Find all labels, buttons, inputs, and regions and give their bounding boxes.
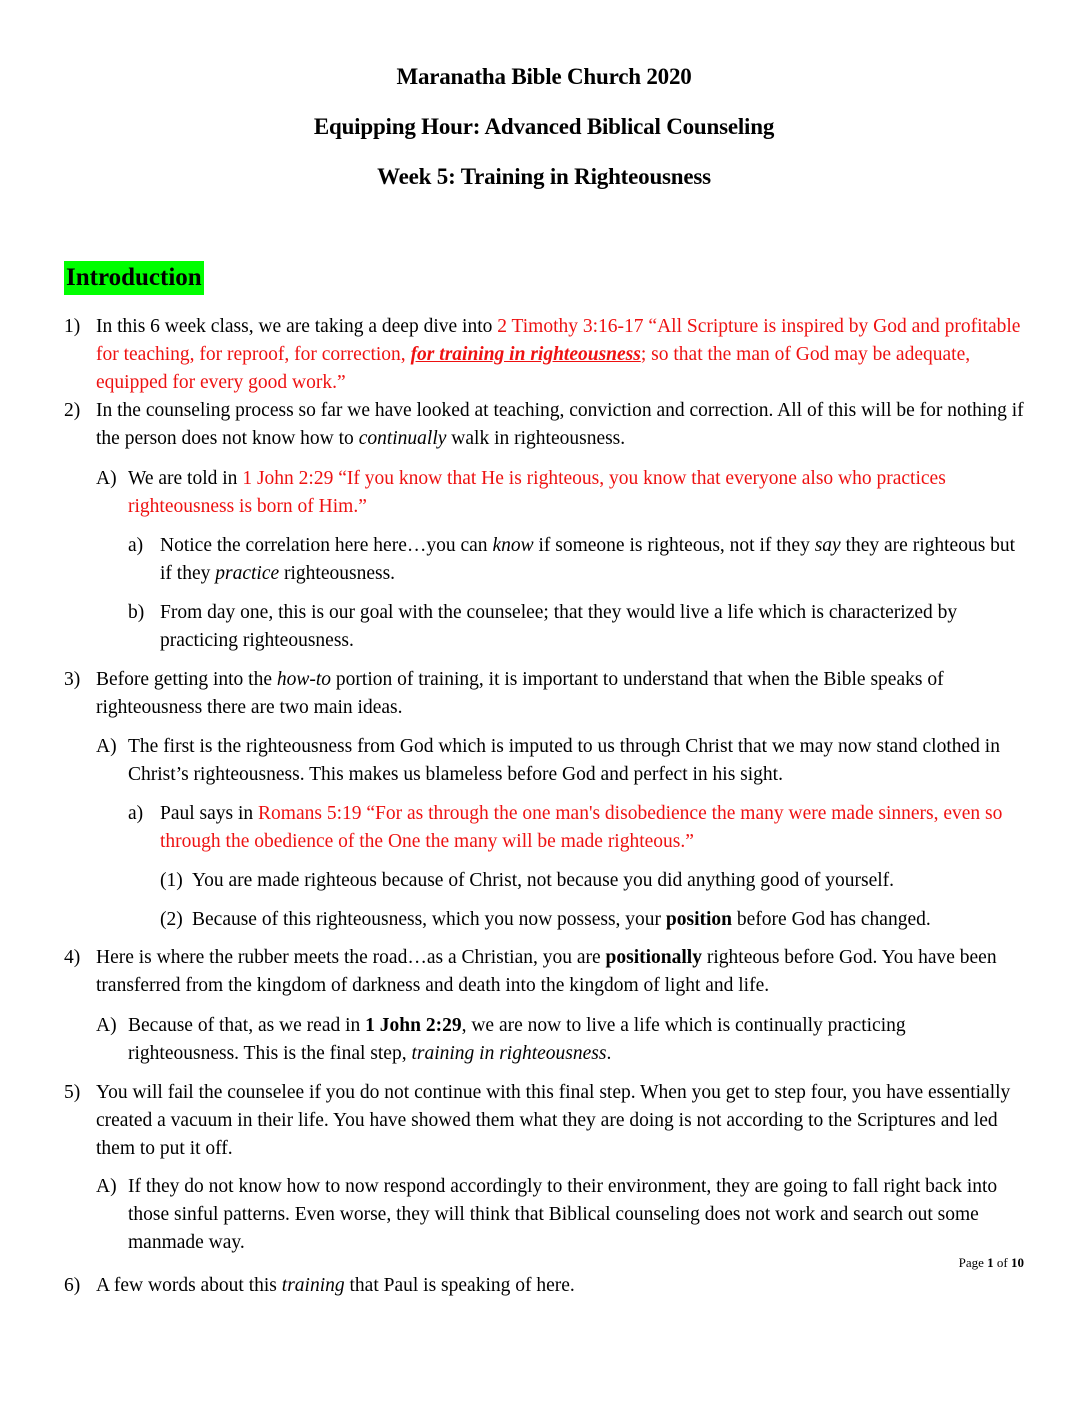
item-text: We are told in [128,468,243,489]
item-paren-number: (2) [160,909,183,930]
item-number: 6) [64,1275,81,1296]
outline-item-1 [64,313,1030,397]
item-number: 1) [64,316,81,337]
footer-current-page: 1 [987,1255,994,1270]
item-text: Before getting into the [96,669,277,690]
item-text: Here is where the rubber meets the road…as a Christian, you are [96,947,606,968]
item-number: 5) [64,1082,81,1103]
item-text: A few words about this [96,1275,282,1296]
outline-subitem-2Ab [128,599,1020,655]
item-text: Paul says in [160,803,259,824]
outline-item-5 [64,1079,1030,1163]
item-letter: a) [128,803,144,824]
item-text: The first is the righteousness from God which is imputed to us through Christ that we may now stand clothed in Christ’s righteousness. This makes us blameless before God and perfect in his sight. [128,736,1000,785]
item-text: portion of training, it is important to understand that when the Bible speaks of righteousness there are two main ideas. [96,669,944,718]
item-text: that Paul is speaking of here. [344,1275,575,1296]
item-text: , we are now to live a life which is continually practicing righteousness. This is the final step, [128,1015,906,1064]
doc-title-church: Maranatha Bible Church 2020 [396,64,692,89]
scripture-quote: 2 Timothy 3:16-17 “All Scripture is inspired by God and profitable for teaching, for reproof, for correction, [96,316,1021,365]
outline-item-6 [64,1272,1030,1300]
section-heading-introduction: Introduction [64,261,204,295]
item-text: before God has changed. [732,909,931,930]
item-emphasis: continually [358,428,447,449]
doc-title-course: Equipping Hour: Advanced Biblical Counseling [313,114,775,139]
scripture-quote: Romans 5:19 “For as through the one man's disobedience the many were made sinners, even so through the obedience of the One the many will be made righteous.” [160,803,1003,852]
item-emphasis: say [814,535,841,556]
item-letter: b) [128,602,145,623]
item-text: From day one, this is our goal with the counselee; that they would live a life which is characterized by practicing righteousness. [160,602,958,651]
scripture-quote: 1 John 2:29 “If you know that He is righteous, you know that everyone also who practices righteousness is born of Him.” [128,468,946,517]
item-emphasis: practice [215,563,280,584]
item-text: righteousness. [279,563,396,584]
item-text: if someone is righteous, not if they [533,535,815,556]
outline-subitem-4A [96,1012,1008,1068]
outline-subitem-2A [96,465,1008,521]
item-letter: A) [96,1176,117,1197]
item-number: 4) [64,947,81,968]
item-letter: A) [96,468,117,489]
footer-page-label: Page [958,1255,988,1270]
outline-subitem-3Aa1 [160,867,1022,895]
item-letter: A) [96,736,117,757]
item-bold: positionally [605,947,702,968]
item-text: You are made righteous because of Christ, not because you did anything good of yourself. [192,870,895,891]
item-text: walk in righteousness. [446,428,626,449]
item-text: Because of that, as we read in [128,1015,366,1036]
outline-subitem-3A [96,733,1008,789]
outline-subitem-5A [96,1173,1008,1257]
scripture-quote-end: ; so that the man of God may be adequate, equipped for every good work.” [96,344,971,393]
item-text: If they do not know how to now respond accordingly to their environment, they are going to fall right back into those sinful patterns. Even worse, they will think that Biblical counseling does not work and search out some manmade way. [128,1176,998,1253]
item-emphasis: how-to [276,669,332,690]
item-text: they are righteous but if they [160,535,1016,584]
item-bold: position [665,909,733,930]
outline-item-2 [64,397,1030,453]
outline-subitem-3Aa2 [160,906,1022,934]
item-emphasis: training [281,1275,345,1296]
outline-item-4 [64,944,1030,1000]
item-text: In the counseling process so far we have looked at teaching, conviction and correction. All of this will be for nothing if the person does not know how to [96,400,1024,449]
item-letter: a) [128,535,144,556]
item-number: 3) [64,669,81,690]
item-text: In this 6 week class, we are taking a deep dive into [96,316,498,337]
item-text: . [606,1043,612,1064]
item-number: 2) [64,400,81,421]
item-paren-number: (1) [160,870,183,891]
item-text: You will fail the counselee if you do not continue with this final step. When you get to step four, you have essentially created a vacuum in their life. You have showed them what they are doing is not according to the Scriptures and led them to put it off. [96,1082,1011,1159]
doc-title-week: Week 5: Training in Righteousness [377,164,711,189]
page-number-footer [959,1255,1024,1271]
outline-subitem-2Aa [128,532,1020,588]
outline-subitem-3Aa [128,800,1020,856]
scripture-emphasis: for training in righteousness [410,344,641,365]
item-text: Notice the correlation here here…you can [160,535,493,556]
outline-item-3 [64,666,1030,722]
footer-of-label: of [993,1255,1011,1270]
item-letter: A) [96,1015,117,1036]
item-emphasis: training in righteousness [411,1043,607,1064]
item-bold: 1 John 2:29 [365,1015,462,1036]
item-text: Because of this righteousness, which you now possess, your [192,909,666,930]
item-emphasis: know [492,535,534,556]
footer-total-pages: 10 [1011,1255,1024,1270]
item-text: righteous before God. You have been transferred from the kingdom of darkness and death into the kingdom of light and life. [96,947,997,996]
